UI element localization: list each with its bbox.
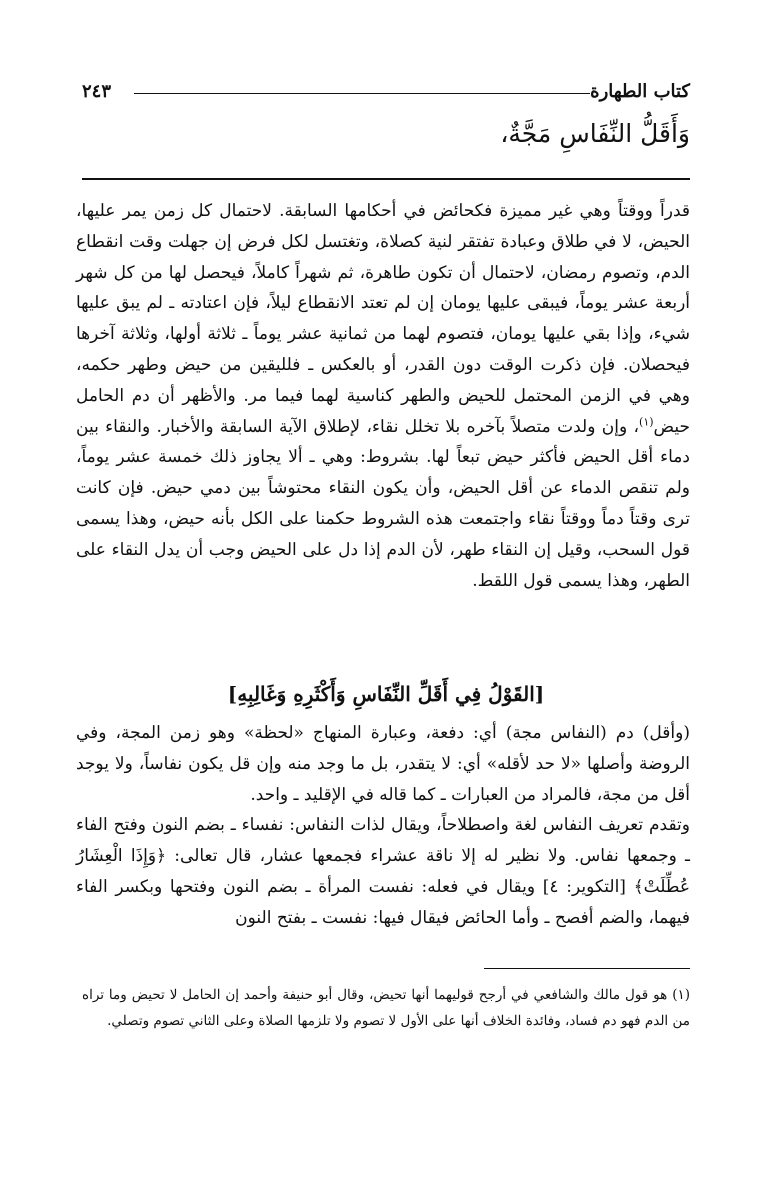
footnote-number: (١) bbox=[672, 987, 691, 1003]
commentary-paragraph bbox=[76, 196, 690, 596]
footnote-marker[interactable]: (١) bbox=[639, 414, 654, 428]
commentary-paragraph: وتقدم تعريف النفاس لغة واصطلاحاً، ويقال لذات النفاس: نفساء ـ بضم النون وفتح الفاء ـ وجمعها نفاس. ولا نظير له إلا ناقة عشراء فجمعها عشار، قال تعالى: ﴿وَإِذَا الْعِشَارُ عُطِّلَتْ﴾ [التكوير: ٤] ويقال في فعله: نفست المرأة ـ بضم النون وفتحها وبكسر الفاء فيهما، والضم أفصح ـ وأما الحائض فيقال فيها: نفست ـ بفتح النون bbox=[76, 815, 690, 928]
running-header bbox=[82, 80, 690, 104]
matn-text: وَأَقَلُّ النِّفَاسِ مَجَّةٌ، bbox=[500, 119, 690, 148]
commentary-block-2 bbox=[76, 718, 690, 934]
commentary-block-1 bbox=[76, 196, 690, 596]
footnote-text: هو قول مالك والشافعي في أرجح قوليهما أنها تحيض، وقال أبو حنيفة وأحمد إن الحامل لا تحيض وما تراه من الدم فهو دم فساد، وفائدة الخلاف أنها على الأول لا تصوم ولا تلزمها الصلاة وعلى الثاني تصوم وتصلي. bbox=[82, 987, 690, 1029]
commentary-paragraph: (وأقل) دم (النفاس مجة) أي: دفعة، وعبارة المنهاج «لحظة» وهو زمن المجة، وفي الروضة وأصلها «لا حد لأقله» أي: لا يتقدر، بل ما وجد منه وإن قل يكون نفاساً، ولا يوجد أقل من مجة، فالمراد من العبارات ـ كما قاله في الإقليد ـ واحد. bbox=[76, 723, 690, 805]
footnote-item bbox=[82, 982, 690, 1034]
footnote-divider bbox=[484, 968, 690, 969]
commentary-text-after-footnote: ، وإن ولدت متصلاً بآخره بلا تخلل نقاء، لإطلاق الآية السابقة والأخبار. والنقاء بين دماء أقل الحيض فأكثر حيض تبعاً لها. بشروط: وهي ـ ألا يجاوز ذلك خمسة عشر يوماً، ولم تنقص الدماء عن أقل الحيض، وأن يكون النقاء محتوشاً بين دمي حيض. فإن كانت ترى وقتاً دماً ووقتاً نقاء واجتمعت هذه الشروط حكمنا على الكل بأنه حيض، وهذا يسمى قول السحب، وقيل إن النقاء طهر، لأن الدم إذا دل على الحيض وجب أن يدل النقاء على الطهر، وهذا يسمى قول اللقط. bbox=[76, 416, 690, 591]
header-rule bbox=[134, 93, 590, 94]
matn-divider bbox=[82, 178, 690, 180]
book-title: كتاب الطهارة bbox=[590, 81, 690, 102]
footnotes bbox=[82, 982, 690, 1034]
section-heading: [القَوْلُ فِي أَقَلِّ النِّفَاسِ وَأَكْثَرِهِ وَغَالِبِهِ] bbox=[227, 682, 545, 706]
page-number: ٢٤٣ bbox=[82, 81, 112, 102]
commentary-text-before-footnote: قدراً ووقتاً وهي غير مميزة فكحائض في أحكامها السابقة. لاحتمال كل زمن يمر عليها، الحيض، لا في طلاق وعبادة تفتقر لنية كصلاة، وتغتسل لكل فرض إن جهلت وقت انقطاع الدم، وتصوم رمضان، لاحتمال أن تكون طاهرة، ثم شهراً كاملاً، فيحصل لها من كل شهر أربعة عشر يوماً، فيبقى عليها يومان إن لم تعتد الانقطاع ليلاً، فإن اعتادته ـ لم يبق عليها شيء، وإذا بقي عليها يومان، فتصوم لهما من ثمانية عشر يوماً ـ ثلاثة أولها، وثلاثة آخرها فيحصلان. فإن ذكرت الوقت دون القدر، أو بالعكس ـ فلليقين من حيض وطهر حكمه، وهي في الزمن المحتمل للحيض والطهر كناسية لهما فيما مر. والأظهر أن دم الحامل حيض bbox=[76, 201, 690, 437]
